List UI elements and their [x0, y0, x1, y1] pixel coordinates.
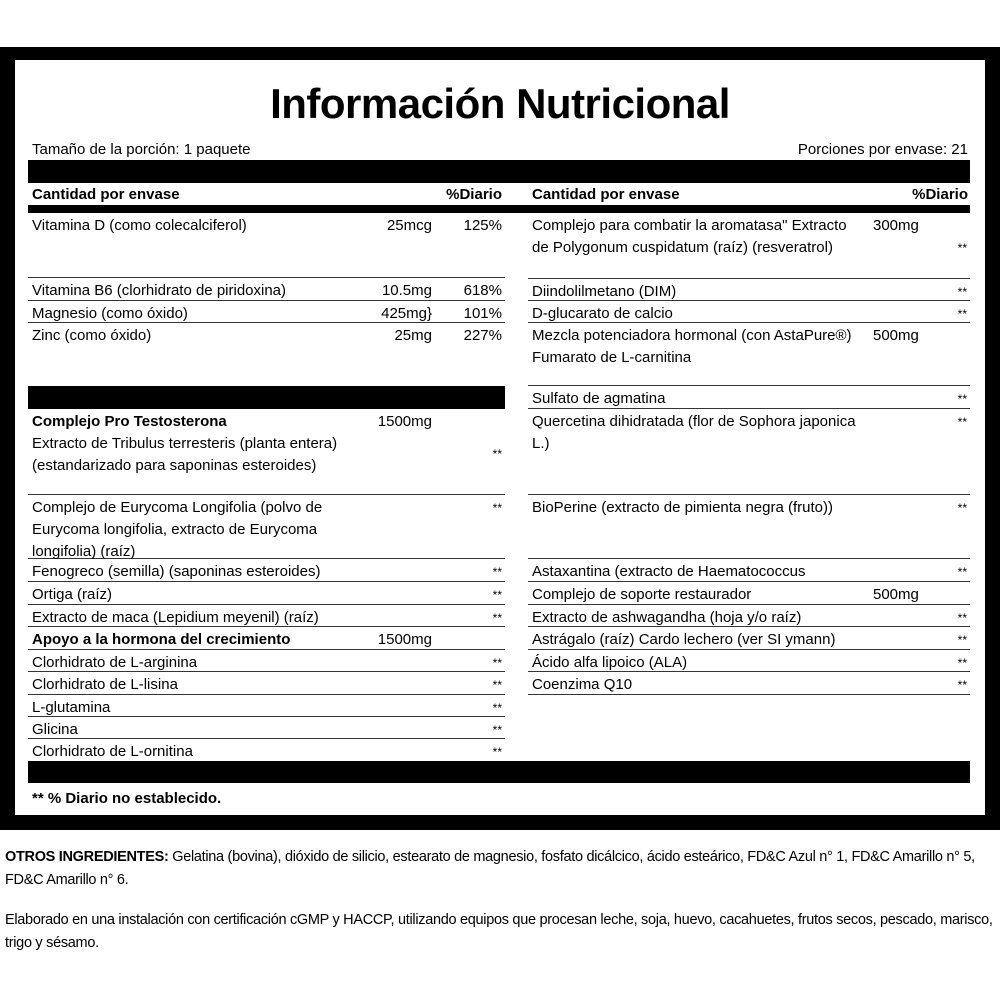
right-header-amount: Cantidad por envase: [532, 186, 680, 203]
facility-statement: Elaborado en una instalación con certificación cGMP y HACCP, utilizando equipos que procesan leche, soja, huevo, cacahuetes, frutos secos, pescado, marisco, trigo y sésamo.: [5, 912, 993, 951]
nutrient-name: D-glucarato de calcio: [532, 305, 673, 322]
label-title: Información Nutricional: [270, 80, 730, 127]
nutrient-row: [28, 582, 505, 605]
nutrient-daily-value: 227%: [463, 327, 502, 344]
nutrient-row: [528, 672, 970, 695]
nutrient-row: [528, 301, 970, 323]
nutrient-daily-value: **: [492, 678, 502, 692]
other-ingredients: [5, 846, 995, 892]
nutrient-daily-value: **: [492, 701, 502, 715]
nutrient-daily-value: 125%: [463, 217, 502, 234]
nutrient-row: [28, 323, 505, 386]
nutrient-row: [528, 323, 970, 386]
nutrient-daily-value: **: [957, 392, 967, 406]
nutrient-row: [28, 278, 505, 301]
nutrient-row: [28, 717, 505, 739]
left-header-amount: Cantidad por envase: [32, 186, 180, 203]
nutrient-amount: 25mcg: [386, 217, 432, 234]
nutrient-daily-value: **: [957, 285, 967, 299]
nutrient-daily-value: **: [492, 656, 502, 670]
nutrient-daily-value: **: [492, 565, 502, 579]
nutrient-row: [528, 559, 970, 582]
nutrient-amount: 1500mg: [377, 413, 432, 430]
nutrient-name: Complejo de soporte restaurador: [532, 586, 752, 603]
nutrient-row: [28, 431, 505, 495]
nutrient-row: [528, 650, 970, 672]
header-bar: [28, 160, 970, 183]
nutrient-name: Vitamina D (como colecalciferol): [32, 217, 247, 234]
nutrient-row: [28, 605, 505, 627]
nutrient-row: [28, 695, 505, 717]
nutrient-name: Ortiga (raíz): [32, 586, 113, 603]
nutrient-row: [528, 627, 970, 650]
nutrient-name: Fenogreco (semilla) (saponinas esteroides): [32, 563, 321, 580]
other-ingredients-text: Gelatina (bovina), dióxido de silicio, estearato de magnesio, fosfato dicálcico, ácido esteárico, FD&C Azul n° 1, FD&C Amarillo n° 5, FD&C Amarillo n° 6.: [5, 849, 975, 888]
nutrient-name: Astrágalo (raíz) Cardo lechero (ver SI ymann): [532, 631, 836, 648]
serving-size: Tamaño de la porción: 1 paquete: [32, 141, 251, 158]
nutrient-name: Extracto de ashwagandha (hoja y/o raíz): [532, 609, 802, 626]
nutrient-daily-value: **: [957, 307, 967, 321]
nutrient-name: Complejo de Eurycoma Longifolia (polvo de Eurycoma longifolia, extracto de Eurycoma longifolia) (raíz): [32, 499, 323, 560]
nutrient-name: Complejo para combatir la aromatasa" Extracto de Polygonum cuspidatum (raíz) (resveratrol): [532, 217, 847, 256]
nutrient-row: [28, 301, 505, 323]
footnote: ** % Diario no establecido.: [32, 790, 222, 807]
nutrient-row: [528, 495, 970, 559]
nutrient-daily-value: **: [492, 447, 502, 461]
right-header-dv: %Diario: [912, 186, 968, 203]
nutrient-name: Magnesio (como óxido): [32, 305, 188, 322]
nutrient-name: Vitamina B6 (clorhidrato de piridoxina): [32, 282, 287, 299]
nutrient-name: Quercetina dihidratada (flor de Sophora japonica L.): [532, 413, 856, 452]
nutrient-row: [528, 386, 970, 409]
nutrient-daily-value: **: [957, 501, 967, 515]
nutrient-amount: 10.5mg: [381, 282, 432, 299]
nutrient-daily-value: **: [492, 723, 502, 737]
nutrient-row: [28, 495, 505, 559]
nutrient-daily-value: **: [957, 241, 967, 255]
nutrient-daily-value: **: [957, 415, 967, 429]
nutrient-name: Coenzima Q10: [532, 676, 633, 693]
nutrient-daily-value: 618%: [463, 282, 502, 299]
nutrient-daily-value: **: [492, 745, 502, 759]
nutrient-daily-value: **: [957, 678, 967, 692]
nutrient-amount: 1500mg: [377, 631, 432, 648]
nutrient-name: Clorhidrato de L-lisina: [32, 676, 178, 693]
nutrient-row: [28, 559, 505, 582]
nutrient-name: BioPerine (extracto de pimienta negra (fruto)): [532, 499, 833, 516]
nutrient-name: L-glutamina: [32, 699, 111, 716]
nutrient-daily-value: **: [957, 633, 967, 647]
header-rule: [28, 205, 970, 213]
nutrient-daily-value: **: [957, 656, 967, 670]
nutrient-amount: 25mg: [394, 327, 432, 344]
nutrient-name: Extracto de Tribulus terresteris (planta entera) (estandarizado para saponinas esteroides): [32, 435, 338, 474]
nutrient-name: Diindolilmetano (DIM): [532, 283, 677, 300]
nutrient-row: [28, 627, 505, 650]
section-bar: [28, 386, 505, 409]
nutrient-name: Complejo Pro Testosterona: [32, 413, 227, 430]
nutrient-name: Apoyo a la hormona del crecimiento: [32, 631, 291, 648]
nutrient-amount: 425mg}: [381, 305, 432, 322]
nutrient-row: [528, 605, 970, 627]
nutrient-name: Ácido alfa lipoico (ALA): [532, 654, 688, 671]
nutrient-row: [528, 279, 970, 301]
nutrient-daily-value: **: [957, 565, 967, 579]
nutrient-amount: 300mg: [873, 217, 919, 234]
nutrient-daily-value: **: [492, 588, 502, 602]
nutrient-name: Mezcla potenciadora hormonal (con AstaPure®) Fumarato de L-carnitina: [532, 327, 852, 366]
nutrient-name: Extracto de maca (Lepidium meyenil) (raíz): [32, 609, 319, 626]
nutrient-daily-value: **: [492, 501, 502, 515]
nutrient-name: Astaxantina (extracto de Haematococcus: [532, 563, 806, 580]
nutrient-row: [28, 650, 505, 672]
nutrient-name: Sulfato de agmatina: [532, 390, 666, 407]
nutrient-row: [528, 409, 970, 495]
footer-bar: [28, 761, 970, 783]
nutrient-row: [528, 213, 970, 279]
other-ingredients-label: OTROS INGREDIENTES:: [5, 849, 169, 865]
nutrient-row: [28, 672, 505, 695]
nutrient-daily-value: **: [957, 611, 967, 625]
nutrient-name: Clorhidrato de L-arginina: [32, 654, 198, 671]
nutrient-name: Zinc (como óxido): [32, 327, 152, 344]
nutrient-row: [528, 582, 970, 605]
nutrient-daily-value: 101%: [463, 305, 502, 322]
nutrient-amount: 500mg: [873, 327, 919, 344]
nutrient-row: [28, 739, 505, 761]
left-header-dv: %Diario: [446, 186, 502, 203]
nutrient-name: Clorhidrato de L-ornitina: [32, 743, 193, 760]
nutrient-daily-value: **: [492, 611, 502, 625]
nutrient-row: [28, 409, 505, 431]
nutrient-row: [28, 213, 505, 278]
nutrient-name: Glicina: [32, 721, 78, 738]
nutrient-amount: 500mg: [873, 586, 919, 603]
servings-per-container: Porciones por envase: 21: [797, 141, 968, 158]
